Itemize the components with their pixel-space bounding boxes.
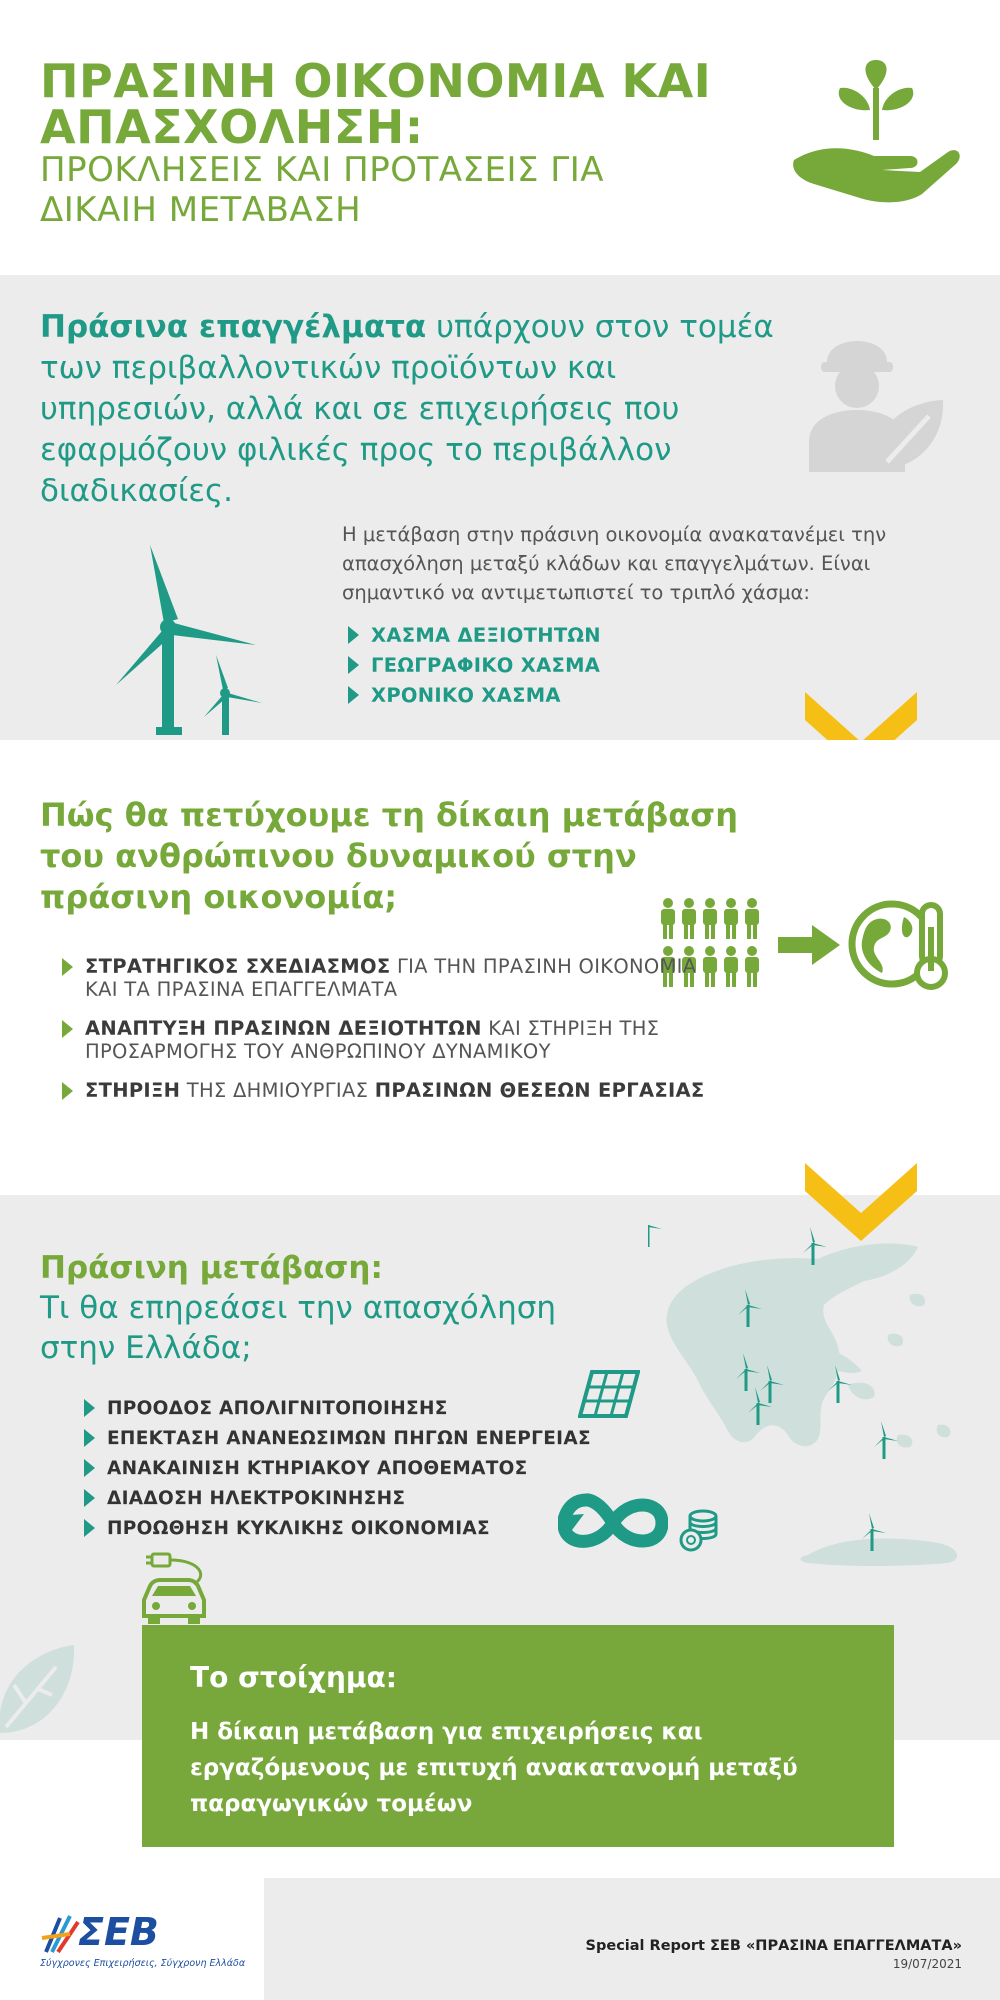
- chevron-right-icon: [62, 958, 73, 976]
- seb-logo: ΣΕΒ: [78, 1910, 159, 1954]
- gap-label: ΧΡΟΝΙΚΟ ΧΑΣΜΑ: [371, 683, 561, 707]
- green-jobs-lead-bold: Πράσινα επαγγέλματα: [40, 309, 427, 345]
- plant-hand-icon: [790, 60, 962, 208]
- chevron-right-icon: [84, 1519, 95, 1537]
- green-transition-title: Πράσινη μετάβαση:: [40, 1250, 383, 1286]
- green-jobs-lead-text: υπάρχουν στον τομέα των περιβαλλοντικών προϊόντων και υπηρεσιών, αλλά και σε επιχειρήσεις που εφαρμόζουν φιλικές προς το περιβάλλον διαδικασίες.: [40, 309, 774, 509]
- coins-icon: [677, 1508, 719, 1552]
- list-item: [348, 620, 601, 650]
- solar-panel-icon: [578, 1370, 640, 1418]
- action-rest: ΚΑΙ ΣΤΗΡΙΞΗ ΤΗΣ ΠΡΟΣΑΡΜΟΓΗΣ ΤΟΥ ΑΝΘΡΩΠΙΝΟΥ ΔΥΝΑΜΙΚΟΥ: [85, 1017, 660, 1063]
- list-item: [84, 1453, 591, 1483]
- circular-economy-icon: [558, 1492, 668, 1554]
- chevron-right-icon: [84, 1399, 95, 1417]
- bet-box: [142, 1625, 894, 1847]
- list-item: [348, 680, 601, 710]
- impact-label: ΠΡΟΟΔΟΣ ΑΠΟΛΙΓΝΙΤΟΠΟΙΗΣΗΣ: [107, 1397, 448, 1419]
- action-bold: ΣΤΡΑΤΗΓΙΚΟΣ ΣΧΕΔΙΑΣΜΟΣ: [85, 955, 391, 978]
- list-item: [84, 1513, 591, 1543]
- list-item: [62, 955, 722, 1001]
- seb-logo-icon: [40, 1908, 82, 1956]
- chevron-right-icon: [84, 1459, 95, 1477]
- chevron-right-icon: [84, 1489, 95, 1507]
- chevron-right-icon: [348, 656, 359, 674]
- just-transition-title: Πώς θα πετύχουμε τη δίκαιη μετάβαση του ανθρώπινου δυναμικού στην πράσινη οικονομία;: [40, 796, 738, 916]
- action-rest: ΓΙΑ ΤΗΝ ΠΡΑΣΙΝΗ ΟΙΚΟΝΟΜΙΑ ΚΑΙ ΤΑ ΠΡΑΣΙΝΑ ΕΠΑΓΓΕΛΜΑΤΑ: [85, 955, 697, 1001]
- gap-label: ΓΕΩΓΡΑΦΙΚΟ ΧΑΣΜΑ: [371, 653, 601, 677]
- report-title: Special Report ΣΕΒ «ΠΡΑΣΙΝΑ ΕΠΑΓΓΕΛΜΑΤΑ»: [585, 1938, 962, 1954]
- green-transition-subtitle: Τι θα επηρεάσει την απασχόληση στην Ελλάδα;: [40, 1290, 557, 1366]
- transition-description: Η μετάβαση στην πράσινη οικονομία ανακατανέμει την απασχόληση μεταξύ κλάδων και επαγγελμάτων. Είναι σημαντικό να αντιμετωπιστεί το τριπλό χάσμα:: [342, 523, 887, 604]
- list-item: [348, 650, 601, 680]
- gaps-list: [348, 620, 601, 710]
- list-item: [84, 1423, 591, 1453]
- impact-label: ΕΠΕΚΤΑΣΗ ΑΝΑΝΕΩΣΙΜΩΝ ΠΗΓΩΝ ΕΝΕΡΓΕΙΑΣ: [107, 1427, 591, 1449]
- chevron-right-icon: [348, 686, 359, 704]
- action-rest: ΤΗΣ ΔΗΜΙΟΥΡΓΙΑΣ: [180, 1079, 375, 1102]
- impact-label: ΠΡΟΩΘΗΣΗ ΚΥΚΛΙΚΗΣ ΟΙΚΟΝΟΜΙΑΣ: [107, 1517, 490, 1539]
- bet-title: Το στοίχημα:: [190, 1661, 397, 1694]
- actions-list: [62, 955, 722, 1118]
- action-bold: ΣΤΗΡΙΞΗ: [85, 1079, 181, 1102]
- gap-label: ΧΑΣΜΑ ΔΕΞΙΟΤΗΤΩΝ: [371, 623, 601, 647]
- action-text: [85, 1017, 722, 1063]
- action-bold: ΑΝΑΠΤΥΞΗ ΠΡΑΣΙΝΩΝ ΔΕΞΙΟΤΗΤΩΝ: [85, 1017, 482, 1040]
- chevron-right-icon: [348, 626, 359, 644]
- seb-tagline: Σύγχρονες Επιχειρήσεις, Σύγχρονη Ελλάδα: [40, 1958, 246, 1969]
- impact-list: [84, 1393, 591, 1543]
- globe-thermometer-icon: [846, 897, 950, 991]
- report-date: 19/07/2021: [892, 1957, 962, 1971]
- bet-body: Η δίκαιη μετάβαση για επιχειρήσεις και εργαζόμενους με επιτυχή ανακατανομή μεταξύ παραγωγικών τομέων: [190, 1719, 798, 1817]
- leaf-icon: [0, 1645, 76, 1737]
- action-bold: ΠΡΑΣΙΝΩΝ ΘΕΣΕΩΝ ΕΡΓΑΣΙΑΣ: [374, 1079, 705, 1102]
- electric-car-icon: [138, 1552, 212, 1626]
- impact-label: ΔΙΑΔΟΣΗ ΗΛΕΚΤΡΟΚΙΝΗΣΗΣ: [107, 1487, 406, 1509]
- page-subtitle: ΠΡΟΚΛΗΣΕΙΣ ΚΑΙ ΠΡΟΤΑΣΕΙΣ ΓΙΑ ΔΙΚΑΙΗ ΜΕΤΑΒΑΣΗ: [40, 150, 604, 230]
- impact-label: ΑΝΑΚΑΙΝΙΣΗ ΚΤΗΡΙΑΚΟΥ ΑΠΟΘΕΜΑΤΟΣ: [107, 1457, 528, 1479]
- page-title: ΠΡΑΣΙΝΗ ΟΙΚΟΝΟΜΙΑ ΚΑΙ ΑΠΑΣΧΟΛΗΣΗ:: [40, 54, 712, 154]
- list-item: [62, 1079, 722, 1102]
- chevron-right-icon: [62, 1082, 73, 1100]
- chevron-right-icon: [62, 1020, 73, 1038]
- action-text: [85, 955, 722, 1001]
- list-item: [84, 1483, 591, 1513]
- list-item: [84, 1393, 591, 1423]
- arrow-right-icon: [778, 925, 840, 965]
- action-text: [85, 1079, 705, 1102]
- list-item: [62, 1017, 722, 1063]
- worker-leaf-icon: [805, 322, 945, 474]
- wind-turbine-icon: [112, 545, 262, 740]
- chevron-right-icon: [84, 1429, 95, 1447]
- green-jobs-lead: [40, 307, 800, 512]
